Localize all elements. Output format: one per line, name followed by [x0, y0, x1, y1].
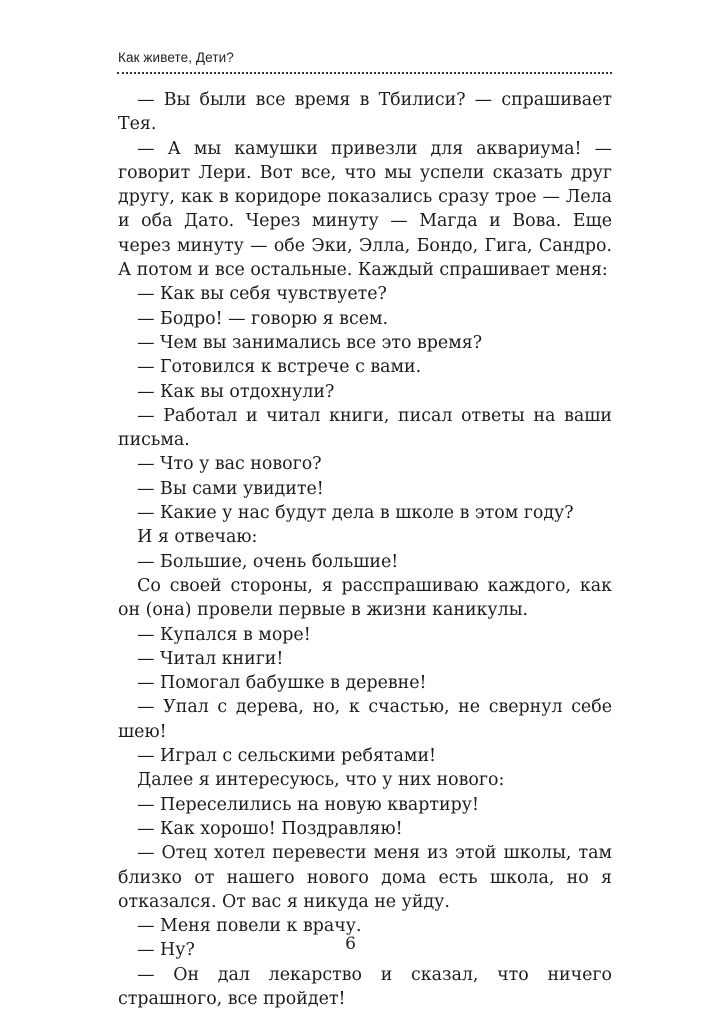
paragraph: — Чем вы занимались все это время?	[137, 332, 483, 353]
paragraph: — Вы были все время в Тбилиси? — спрашивает Тея.	[118, 90, 612, 135]
paragraph: — Упал с дерева, но, к счастью, не свернул себе шею!	[118, 697, 612, 742]
paragraph: Со своей стороны, я расспрашиваю каждого, как он (она) провели первые в жизни каникулы.	[118, 575, 612, 621]
running-title: Как живете, Дети?	[118, 50, 234, 65]
paragraph: — Как вы себя чувствуете?	[137, 284, 387, 305]
page-body-text	[118, 88, 612, 1011]
paragraph: — Меня повели к врачу.	[137, 916, 362, 937]
paragraph: — Большие, очень большие!	[137, 551, 399, 572]
paragraph: — Ну?	[137, 940, 195, 961]
paragraph: Далее я интересуюсь, что у них нового:	[137, 770, 505, 791]
paragraph: — Как вы отдохнули?	[137, 381, 335, 402]
header-dotted-rule	[117, 72, 612, 74]
paragraph: — Читал книги!	[137, 648, 284, 669]
paragraph: — Что у вас нового?	[137, 454, 322, 475]
paragraph: — Бодро! — говорю я всем.	[137, 308, 389, 329]
page-number: 6	[345, 934, 356, 954]
paragraph: — Какие у нас будут дела в школе в этом году?	[137, 503, 574, 524]
paragraph: И я отвечаю:	[137, 527, 258, 548]
paragraph: — А мы камушки привезли для аквариума! — говорит Лери. Вот все, что мы успели сказать друг другу, как в коридоре показались сразу трое — Лела и оба Дато. Через минуту — Магда и Вова. Еще через минуту — обе Эки, Элла, Бондо, Гига, Сандро. А потом и все остальные. Каждый спрашивает меня:	[118, 138, 612, 281]
paragraph: — Купался в море!	[137, 624, 311, 645]
paragraph: — Работал и читал книги, писал ответы на ваши письма.	[118, 405, 612, 451]
paragraph: — Играл с сельскими ребятами!	[137, 746, 437, 767]
paragraph: — Переселились на новую квартиру!	[137, 794, 479, 815]
paragraph: — Как хорошо! Поздравляю!	[137, 818, 403, 839]
paragraph: — Готовился к встрече с вами.	[137, 357, 422, 378]
paragraph: — Отец хотел перевести меня из этой школы, там близко от нашего нового дома есть школа, но я отказался. От вас я никуда не уйду.	[118, 843, 612, 912]
paragraph: — Он дал лекарство и сказал, что ничего страшного, все пройдет!	[118, 964, 612, 1009]
paragraph: — Помогал бабушке в деревне!	[137, 673, 427, 694]
paragraph: — Вы сами увидите!	[137, 478, 324, 499]
